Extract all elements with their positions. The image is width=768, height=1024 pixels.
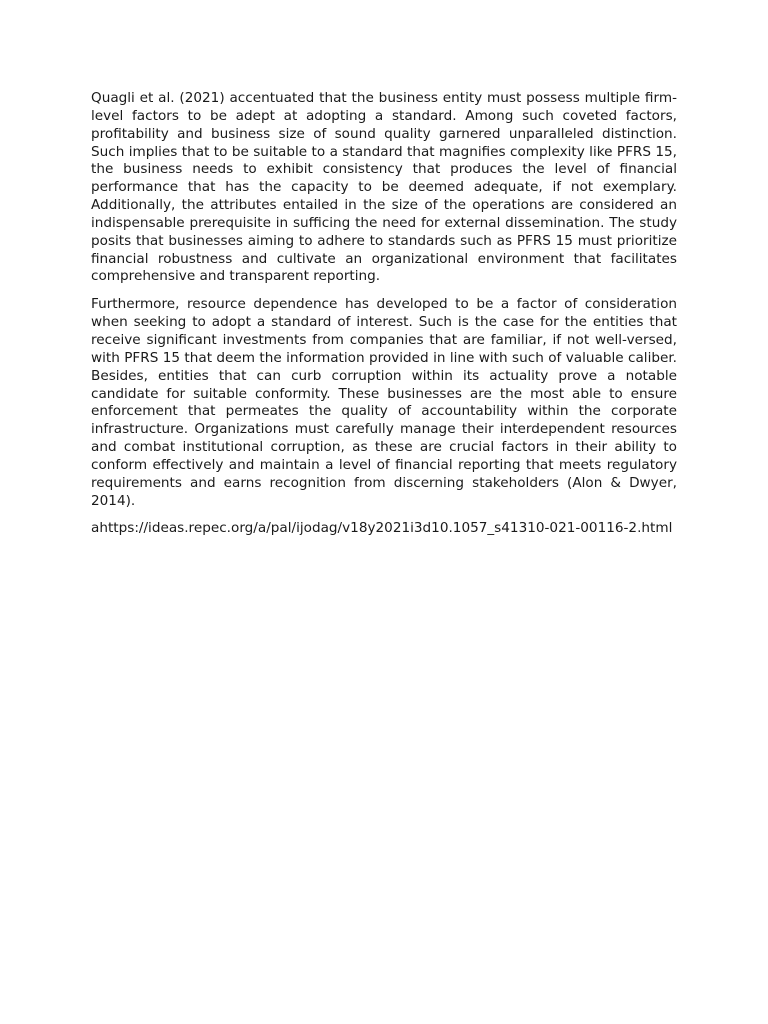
reference-link[interactable]: ahttps://ideas.repec.org/a/pal/ijodag/v18y2021i3d10.1057_s41310-021-00116-2.html [91, 520, 673, 537]
body-paragraph-1: Quagli et al. (2021) accentuated that the business entity must possess multiple firm-level factors to be adept at adopting a standard. Among such coveted factors, profitability and business size of sound quality garnered unparalleled distinction. Such implies that to be suitable to a standard that magnifies complexity like PFRS 15, the business needs to exhibit consistency that produces the level of financial performance that has the capacity to be deemed adequate, if not exemplary. Additionally, the attributes entailed in the size of the operations are considered an indispensable prerequisite in sufficing the need for external dissemination. The study posits that businesses aiming to adhere to standards such as PFRS 15 must prioritize financial robustness and cultivate an organizational environment that facilitates comprehensive and transparent reporting. [91, 90, 677, 285]
body-paragraph-2: Furthermore, resource dependence has developed to be a factor of consideration when seeking to adopt a standard of interest. Such is the case for the entities that receive significant investments from companies that are familiar, if not well-versed, with PFRS 15 that deem the information provided in line with such of valuable caliber. Besides, entities that can curb corruption within its actuality prove a notable candidate for suitable conformity. These businesses are the most able to ensure enforcement that permeates the quality of accountability within the corporate infrastructure. Organizations must carefully manage their interdependent resources and combat institutional corruption, as these are crucial factors in their ability to conform effectively and maintain a level of financial reporting that meets regulatory requirements and earns recognition from discerning stakeholders (Alon & Dwyer, 2014). [91, 296, 677, 509]
document-body [91, 90, 677, 548]
